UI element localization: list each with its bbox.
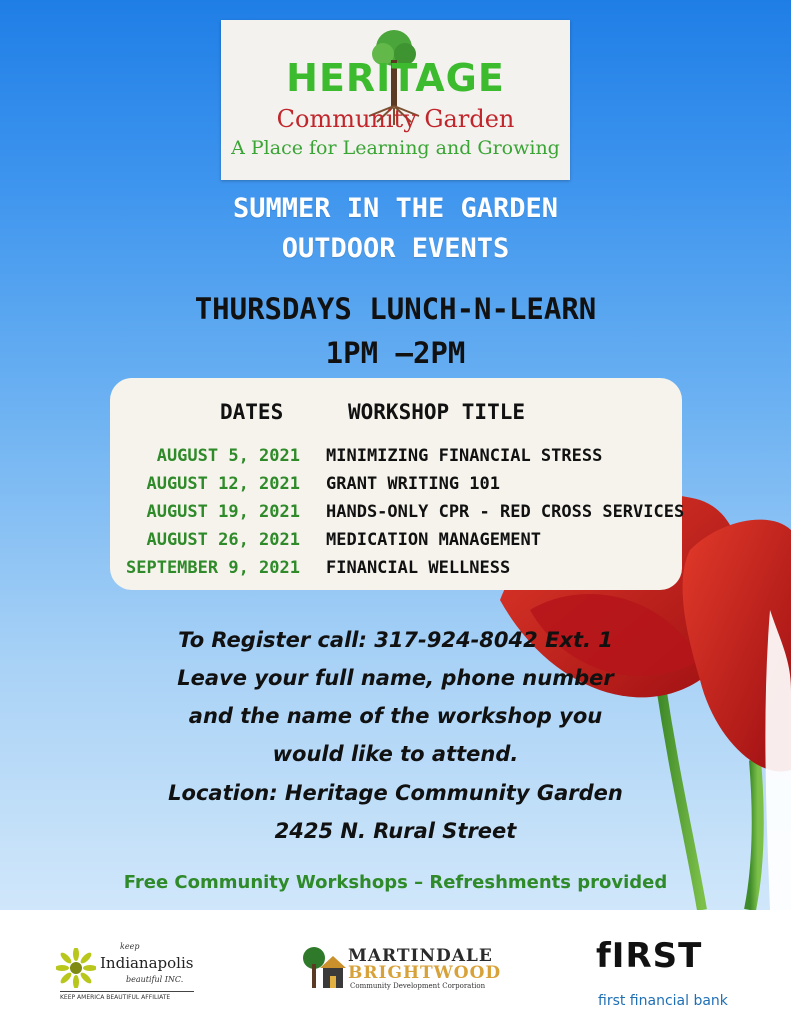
free-workshops-note: Free Community Workshops – Refreshments provided — [123, 872, 668, 893]
brightwood-text: BRIGHTWOOD — [348, 963, 502, 983]
heading-time: 1PM —2PM — [325, 336, 466, 370]
logo-community-garden-text: Community Garden — [276, 105, 515, 133]
row-title: GRANT WRITING 101 — [326, 474, 500, 494]
row-title: FINANCIAL WELLNESS — [326, 558, 511, 578]
row-title: MEDICATION MANAGEMENT — [326, 530, 541, 550]
dates-column-header: DATES — [220, 400, 284, 424]
kib-affiliate-text: KEEP AMERICA BEAUTIFUL AFFILIATE — [60, 994, 171, 1001]
row-title: MINIMIZING FINANCIAL STRESS — [326, 446, 603, 466]
sponsor-footer — [0, 910, 791, 1024]
kib-beautiful-text: beautiful INC. — [126, 975, 184, 984]
row-date: AUGUST 12, 2021 — [146, 474, 300, 494]
kib-indianapolis-text: Indianapolis — [100, 954, 194, 972]
register-instructions-line-3: would like to attend. — [272, 742, 519, 766]
first-financial-bank-text: first financial bank — [598, 993, 728, 1009]
sunflower-icon — [56, 948, 96, 988]
martindale-text: MARTINDALE — [348, 946, 493, 966]
heading-lunch-n-learn: THURSDAYS LUNCH-N-LEARN — [194, 292, 597, 326]
first-financial-bank-logo — [596, 936, 746, 1012]
logo-tagline: A Place for Learning and Growing — [231, 137, 560, 159]
first-logo-text: fIRST — [596, 936, 703, 976]
logo-heritage-text: HERITAGE — [286, 56, 505, 100]
register-instructions-line-1: Leave your full name, phone number — [177, 666, 614, 690]
kib-divider — [60, 991, 194, 992]
house-tree-icon — [300, 946, 346, 990]
schedule-card — [110, 378, 685, 590]
row-date: AUGUST 26, 2021 — [146, 530, 300, 550]
row-date: SEPTEMBER 9, 2021 — [126, 558, 300, 578]
row-title: HANDS-ONLY CPR - RED CROSS SERVICES — [326, 502, 685, 522]
kib-keep-text: keep — [120, 942, 140, 951]
workshop-title-column-header: WORKSHOP TITLE — [348, 400, 526, 424]
row-date: AUGUST 5, 2021 — [156, 446, 300, 466]
keep-indianapolis-beautiful-logo — [56, 938, 196, 1006]
martindale-brightwood-logo — [300, 944, 502, 994]
heading-outdoor-events: OUTDOOR EVENTS — [281, 233, 510, 264]
heading-summer: SUMMER IN THE GARDEN — [232, 193, 559, 224]
register-phone-line: To Register call: 317-924-8042 Ext. 1 — [178, 628, 613, 652]
row-date: AUGUST 19, 2021 — [146, 502, 300, 522]
location-line: Location: Heritage Community Garden — [168, 781, 623, 805]
register-instructions-line-2: and the name of the workshop you — [188, 704, 603, 728]
address-line: 2425 N. Rural Street — [274, 819, 517, 843]
cdc-text: Community Development Corporation — [350, 982, 486, 990]
heritage-logo — [221, 20, 570, 180]
